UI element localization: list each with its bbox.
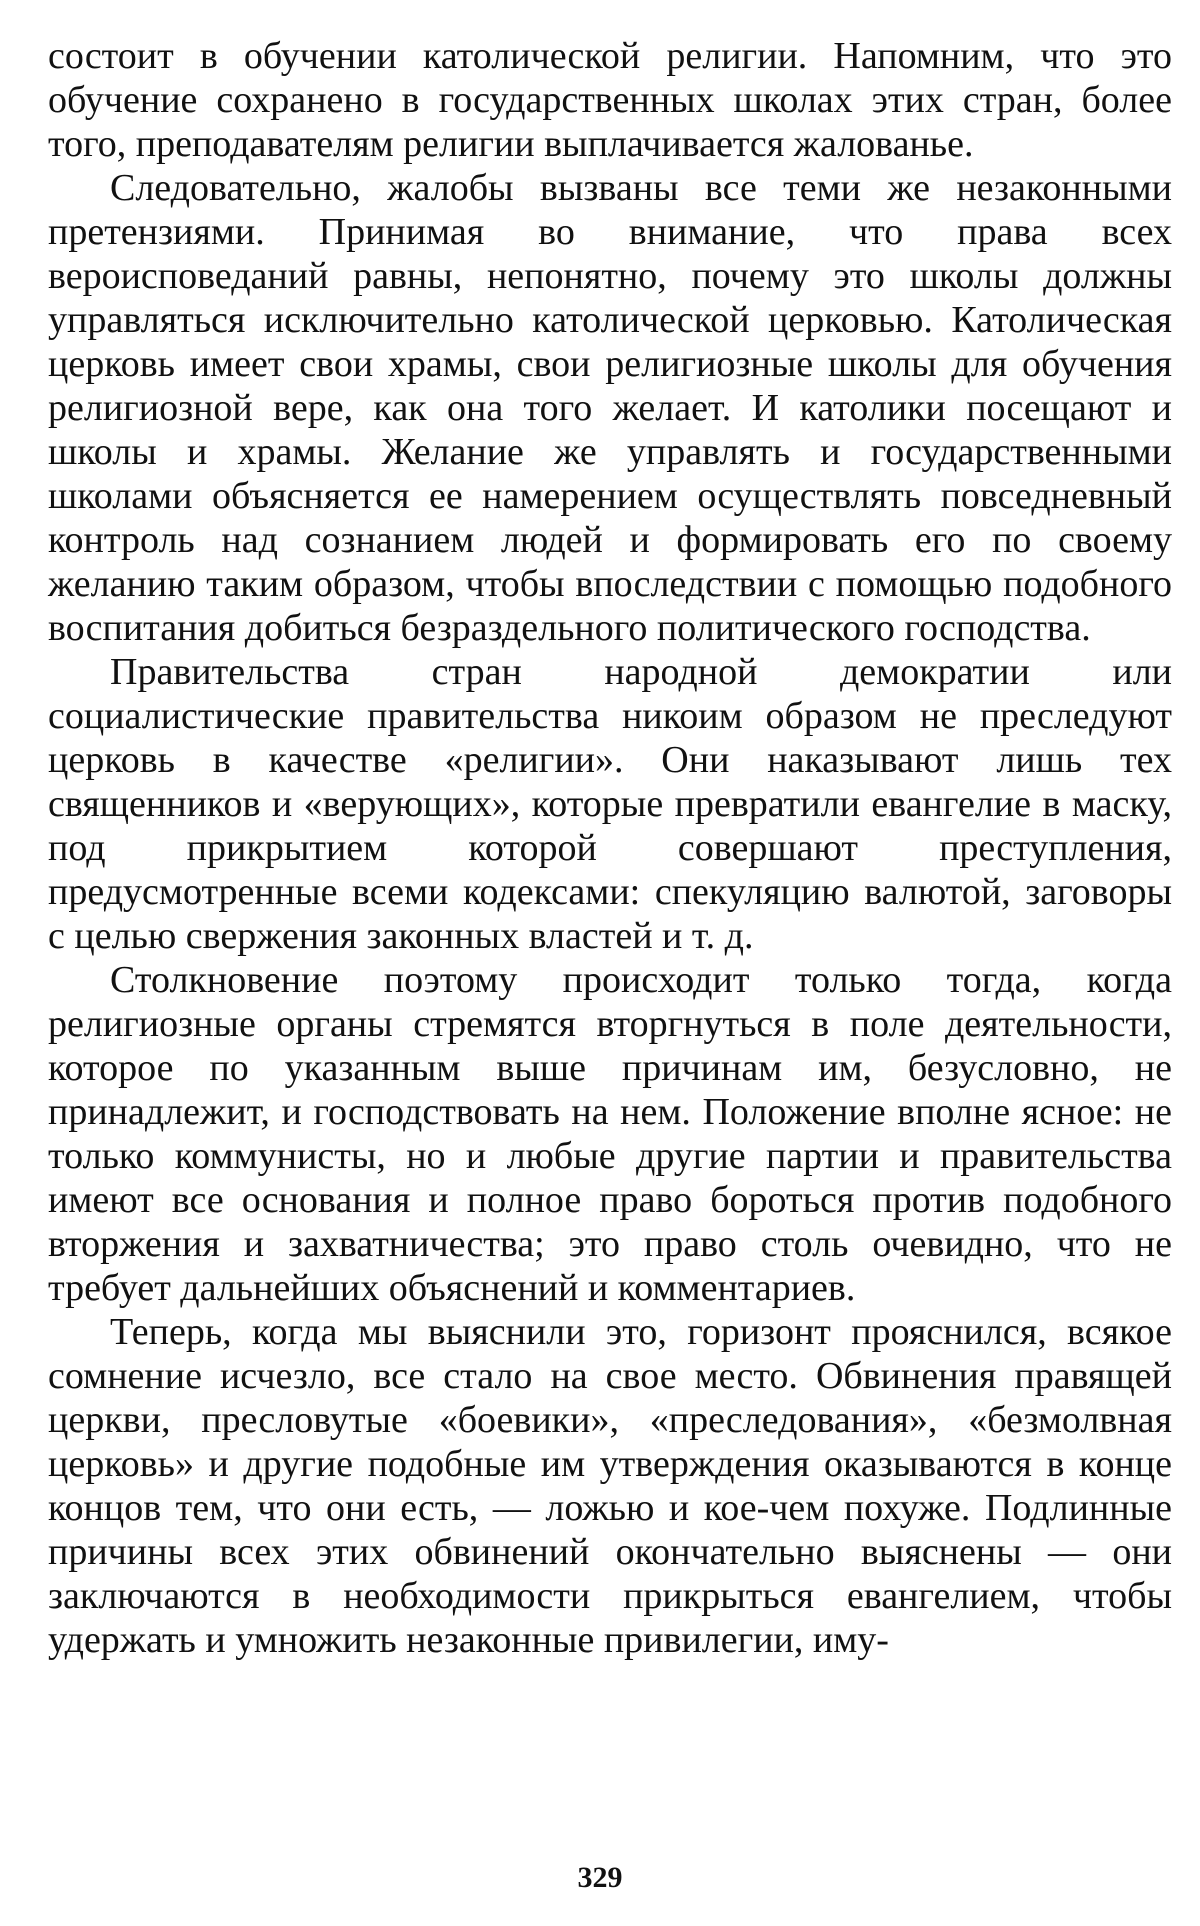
paragraph-4: Столкновение поэтому происходит только тогда, когда религиозные органы стремятся вторгнуться в поле деятельности, которое по указанным выше причинам им, безусловно, не принадлежит, и господствовать на нем. Положение вполне ясное: не только коммунисты, но и любые другие партии и правительства имеют все основания и полное право бороться против подобного вторжения и захватничества; это право столь очевидно, что не требует дальнейших объяснений и комментариев.	[48, 959, 1172, 1309]
document-page	[48, 34, 1172, 1894]
paragraph-5: Теперь, когда мы выяснили это, горизонт прояснился, всякое сомнение исчезло, все стало на свое место. Обвинения правящей церкви, пресловутые «боевики», «преследования», «безмолвная церковь» и другие подобные им утверждения оказываются в конце концов тем, что они есть, — ложью и кое-чем похуже. Подлинные причины всех этих обвинений окончательно выяснены — они заключаются в необходимости прикрыться евангелием, чтобы удержать и умножить незаконные привилегии, иму-	[48, 1311, 1172, 1661]
paragraph-3: Правительства стран народной демократии или социалистические правительства никоим образом не преследуют церковь в качестве «религии». Они наказывают лишь тех священников и «верующих», которые превратили евангелие в маску, под прикрытием которой совершают преступления, предусмотренные всеми кодексами: спекуляцию валютой, заговоры с целью свержения законных властей и т. д.	[48, 651, 1172, 957]
paragraph-1: состоит в обучении католической религии. Напомним, что это обучение сохранено в государственных школах этих стран, более того, преподавателям религии выплачивается жалованье.	[48, 35, 1172, 165]
page-number: 329	[577, 1861, 623, 1894]
paragraph-2: Следовательно, жалобы вызваны все теми же незаконными претензиями. Принимая во внимание, что права всех вероисповеданий равны, непонятно, почему это школы должны управляться исключительно католической церковью. Католическая церковь имеет свои храмы, свои религиозные школы для обучения религиозной вере, как она того желает. И католики посещают и школы и храмы. Желание же управлять и государственными школами объясняется ее намерением осуществлять повседневный контроль над сознанием людей и формировать его по своему желанию таким образом, чтобы впоследствии с помощью подобного воспитания добиться безраздельного политического господства.	[48, 167, 1172, 649]
